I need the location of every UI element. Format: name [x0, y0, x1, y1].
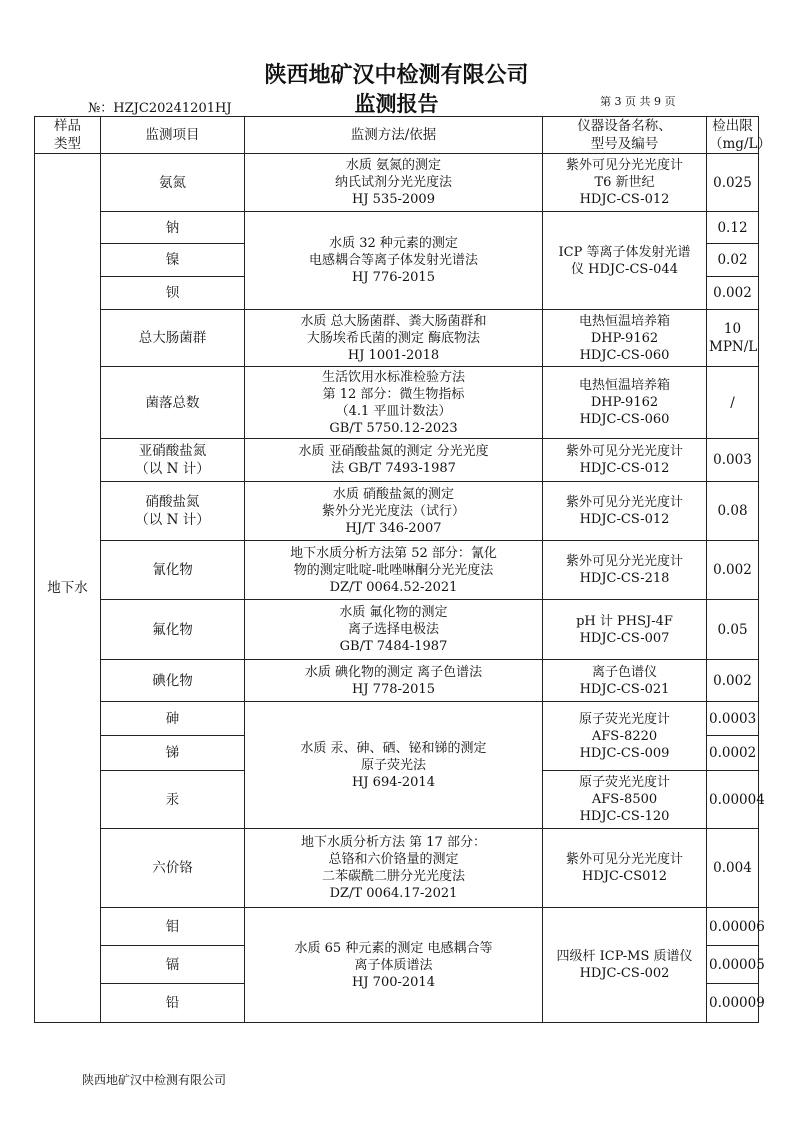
method-cell: 生活饮用水标准检验方法 第 12 部分：微生物指标 （4.1 平皿计数法） GB/T 5750.12-2023	[245, 367, 543, 439]
item-cell: 总大肠菌群	[101, 310, 245, 367]
method-cell: 水质 亚硝酸盐氮的测定 分光光度 法 GB/T 7493-1987	[245, 439, 543, 482]
equipment-cell: 原子荧光光度计 AFS-8220 HDJC-CS-009	[543, 702, 707, 771]
equipment-cell: 电热恒温培养箱 DHP-9162 HDJC-CS-060	[543, 310, 707, 367]
report-title: 监测报告	[354, 92, 439, 116]
limit-cell: 0.002	[707, 660, 759, 702]
limit-cell: 0.002	[707, 277, 759, 310]
limit-cell: /	[707, 367, 759, 439]
document-number: №：HZJC20241201HJ	[88, 101, 232, 116]
item-cell: 氟化物	[101, 600, 245, 660]
limit-cell: 0.00004	[707, 771, 759, 829]
equipment-cell: 原子荧光光度计 AFS-8500 HDJC-CS-120	[543, 771, 707, 829]
table-row	[35, 600, 759, 660]
equipment-cell: 离子色谱仪 HDJC-CS-021	[543, 660, 707, 702]
limit-cell: 0.025	[707, 154, 759, 212]
limit-cell: 10 MPN/L	[707, 310, 759, 367]
table-row	[35, 482, 759, 541]
item-cell: 氨氮	[101, 154, 245, 212]
method-cell: 水质 碘化物的测定 离子色谱法 HJ 778-2015	[245, 660, 543, 702]
equipment-cell: pH 计 PHSJ-4F HDJC-CS-007	[543, 600, 707, 660]
equipment-cell: 紫外可见分光光度计 T6 新世纪 HDJC-CS-012	[543, 154, 707, 212]
method-cell: 水质 65 种元素的测定 电感耦合等 离子体质谱法 HJ 700-2014	[245, 908, 543, 1023]
item-cell: 六价铬	[101, 829, 245, 908]
header-detection-limit: 检出限 （mg/L）	[707, 117, 759, 154]
method-cell: 水质 总大肠菌群、粪大肠菌群和 大肠埃希氏菌的测定 酶底物法 HJ 1001-2018	[245, 310, 543, 367]
item-cell: 亚硝酸盐氮 （以 N 计）	[101, 439, 245, 482]
equipment-cell: ICP 等离子体发射光谱 仪 HDJC-CS-044	[543, 212, 707, 310]
method-cell: 水质 氟化物的测定 离子选择电极法 GB/T 7484-1987	[245, 600, 543, 660]
header-sample-type: 样品 类型	[35, 117, 101, 154]
table-row	[35, 439, 759, 482]
method-cell: 水质 汞、砷、硒、铋和锑的测定 原子荧光法 HJ 694-2014	[245, 702, 543, 829]
table-row	[35, 829, 759, 908]
item-cell: 镍	[101, 244, 245, 277]
method-cell: 地下水质分析方法第 52 部分：氰化 物的测定吡啶-吡唑啉酮分光光度法 DZ/T 0064.52-2021	[245, 541, 543, 600]
item-cell: 钼	[101, 908, 245, 946]
table-row	[35, 310, 759, 367]
limit-cell: 0.004	[707, 829, 759, 908]
table-row	[35, 367, 759, 439]
limit-cell: 0.00006	[707, 908, 759, 946]
limit-cell: 0.08	[707, 482, 759, 541]
limit-cell: 0.002	[707, 541, 759, 600]
equipment-cell: 四级杆 ICP-MS 质谱仪 HDJC-CS-002	[543, 908, 707, 1023]
method-cell: 水质 硝酸盐氮的测定 紫外分光光度法（试行） HJ/T 346-2007	[245, 482, 543, 541]
equipment-cell: 电热恒温培养箱 DHP-9162 HDJC-CS-060	[543, 367, 707, 439]
item-cell: 汞	[101, 771, 245, 829]
table-row	[35, 660, 759, 702]
item-cell: 锑	[101, 736, 245, 771]
equipment-cell: 紫外可见分光光度计 HDJC-CS-012	[543, 439, 707, 482]
header-equipment: 仪器设备名称、 型号及编号	[543, 117, 707, 154]
limit-cell: 0.02	[707, 244, 759, 277]
limit-cell: 0.12	[707, 212, 759, 244]
item-cell: 铅	[101, 984, 245, 1023]
limit-cell: 0.0003	[707, 702, 759, 736]
limit-cell: 0.0002	[707, 736, 759, 771]
monitoring-table	[34, 116, 771, 1023]
item-cell: 氰化物	[101, 541, 245, 600]
limit-cell: 0.00005	[707, 946, 759, 984]
table-row	[35, 702, 759, 736]
table-row	[35, 908, 759, 946]
table-row	[35, 541, 759, 600]
header-method: 监测方法/依据	[245, 117, 543, 154]
page-number: 第 3 页 共 9 页	[600, 95, 676, 108]
limit-cell: 0.003	[707, 439, 759, 482]
header-item: 监测项目	[101, 117, 245, 154]
sample-type-cell: 地下水	[35, 154, 101, 1023]
company-title: 陕西地矿汉中检测有限公司	[264, 63, 529, 88]
limit-cell: 0.00009	[707, 984, 759, 1023]
method-cell: 水质 32 种元素的测定 电感耦合等离子体发射光谱法 HJ 776-2015	[245, 212, 543, 310]
method-cell: 水质 氨氮的测定 纳氏试剂分光光度法 HJ 535-2009	[245, 154, 543, 212]
method-cell: 地下水质分析方法 第 17 部分： 总铬和六价铬量的测定 二苯碳酰二肼分光光度法 DZ/T 0064.17-2021	[245, 829, 543, 908]
footer-company: 陕西地矿汉中检测有限公司	[82, 1073, 227, 1087]
equipment-cell: 紫外可见分光光度计 HDJC-CS-012	[543, 482, 707, 541]
item-cell: 钠	[101, 212, 245, 244]
item-cell: 硝酸盐氮 （以 N 计）	[101, 482, 245, 541]
item-cell: 砷	[101, 702, 245, 736]
table-row	[35, 212, 759, 244]
table-row	[35, 154, 759, 212]
limit-cell: 0.05	[707, 600, 759, 660]
item-cell: 镉	[101, 946, 245, 984]
table-header-row	[35, 117, 759, 154]
item-cell: 钡	[101, 277, 245, 310]
equipment-cell: 紫外可见分光光度计 HDJC-CS012	[543, 829, 707, 908]
item-cell: 菌落总数	[101, 367, 245, 439]
item-cell: 碘化物	[101, 660, 245, 702]
equipment-cell: 紫外可见分光光度计 HDJC-CS-218	[543, 541, 707, 600]
